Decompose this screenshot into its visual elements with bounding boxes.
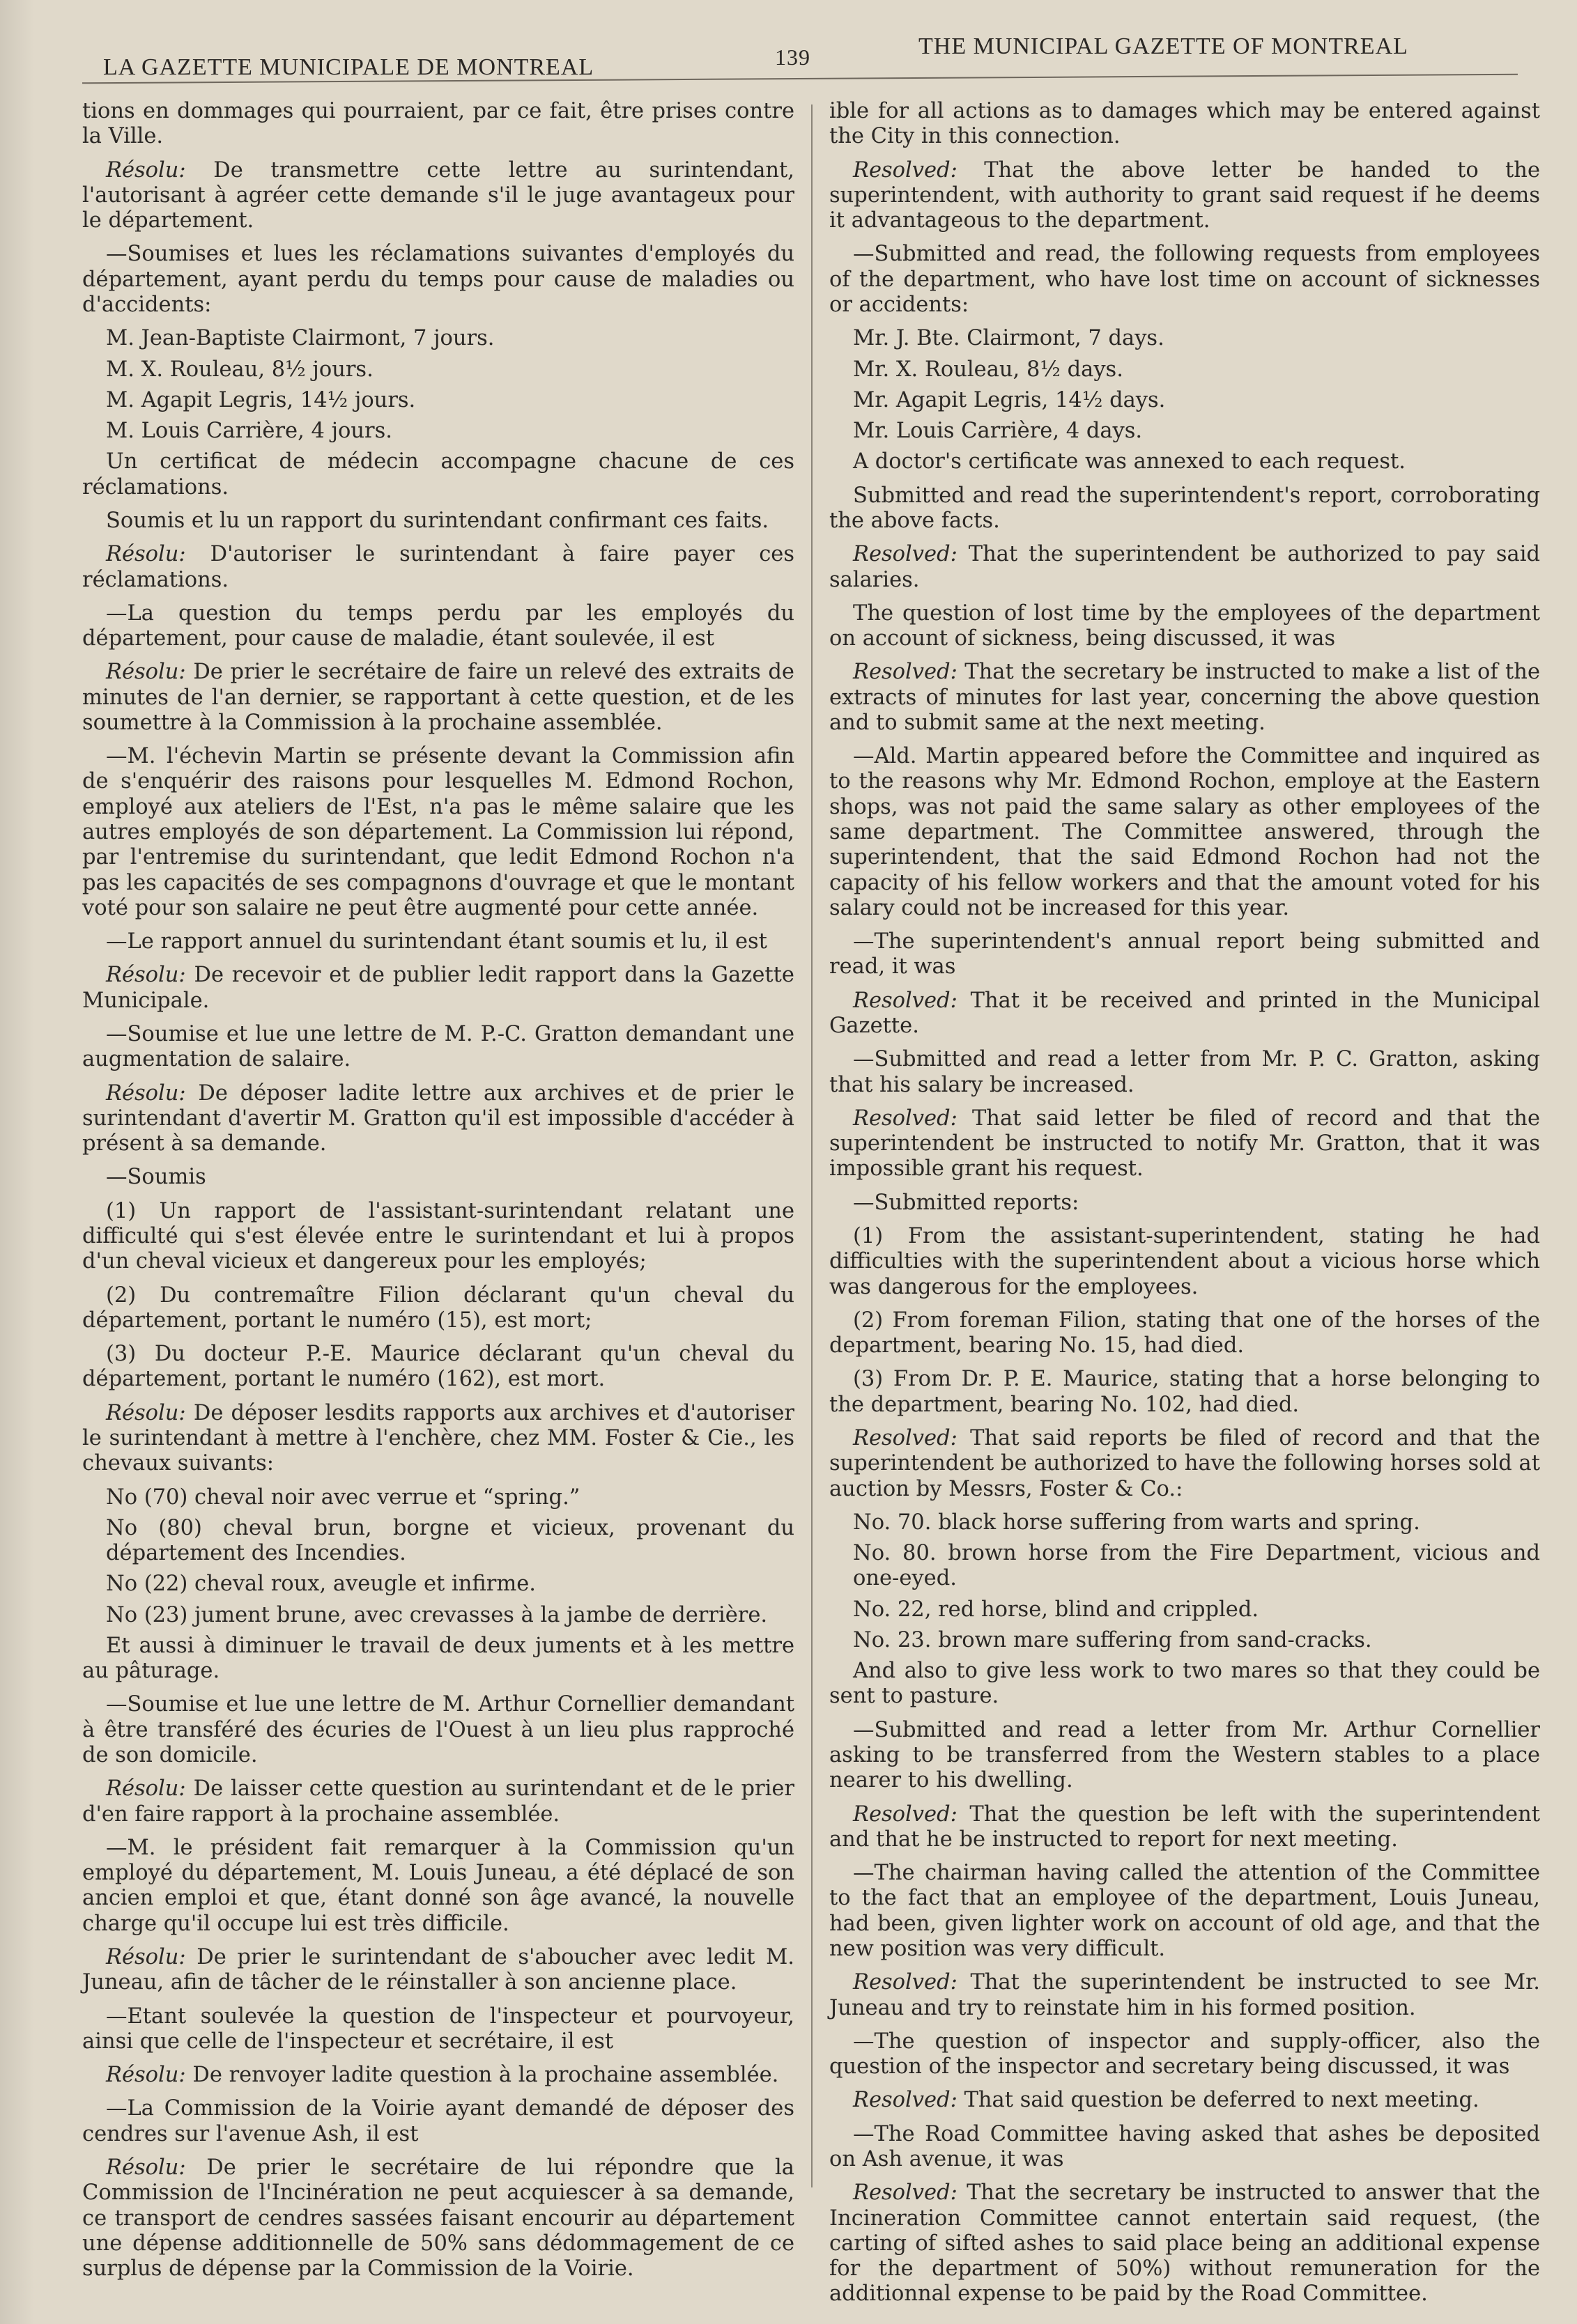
- paragraph: [829, 1802, 1540, 1853]
- paragraph-text: De déposer ladite lettre aux archives et de prier le surintendant d'avertir M. Gratton qu'il est impossible d'accéder à présent à sa demande.: [82, 1080, 794, 1156]
- paragraph: [829, 1970, 1540, 2021]
- paragraph: [82, 744, 794, 921]
- paragraph: [829, 1191, 1540, 1216]
- page-number: 139: [775, 45, 810, 70]
- paragraph: [829, 660, 1540, 736]
- paragraph: [82, 2004, 794, 2055]
- paragraph-text: M. Agapit Legris, 14½ jours.: [106, 387, 416, 412]
- paragraph: [82, 1516, 794, 1567]
- paragraph: [82, 1283, 794, 1334]
- resolution-label: Resolved:: [853, 1970, 957, 1995]
- paragraph: [82, 1022, 794, 1073]
- paragraph-text: De laisser cette question au surintendant et de le prier d'en faire rapport à la prochaine assemblée.: [82, 1776, 794, 1827]
- header-english-title: THE MUNICIPAL GAZETTE OF MONTREAL: [918, 33, 1408, 59]
- paragraph-text: De prier le surintendant de s'aboucher avec ledit M. Juneau, afin de tâcher de le réinstaller à son ancienne place.: [82, 1945, 794, 1995]
- paragraph-text: —The superintendent's annual report being submitted and read, it was: [829, 929, 1540, 979]
- paragraph: [829, 357, 1540, 382]
- paragraph: [829, 744, 1540, 921]
- resolution-label: Resolved:: [853, 542, 957, 567]
- paragraph-text: —Etant soulevée la question de l'inspecteur et pourvoyeur, ainsi que celle de l'inspecteur et secrétaire, il est: [82, 2004, 794, 2054]
- paragraph-text: —M. l'échevin Martin se présente devant la Commission afin de s'enquérir des raisons pour lesquelles M. Edmond Rochon, employé aux ateliers de l'Est, n'a pas le même salaire que les autres employés de son département. La Commission lui répond, par l'entremise du surintendant, que ledit Edmond Rochon n'a pas les capacités de ses compagnons d'ouvrage et que le montant voté pour son salaire ne peut être augmenté pour cette année.: [82, 744, 794, 920]
- paragraph: [829, 1861, 1540, 1962]
- paragraph: [829, 2088, 1540, 2113]
- header-french-title: LA GAZETTE MUNICIPALE DE MONTREAL: [103, 54, 594, 80]
- paragraph: [829, 2122, 1540, 2173]
- paragraph-text: That said letter be filed of record and that the superintendent be instructed to notify Mr. Gratton, that it was impossible grant his request.: [829, 1106, 1540, 1182]
- paragraph-text: A doctor's certificate was annexed to each request.: [853, 449, 1406, 474]
- paragraph: [829, 1106, 1540, 1182]
- paragraph: [82, 1692, 794, 1768]
- paragraph-text: No. 80. brown horse from the Fire Department, vicious and one-eyed.: [853, 1541, 1540, 1591]
- paragraph-text: Submitted and read the superintendent's report, corroborating the above facts.: [829, 483, 1540, 533]
- paragraph-text: (3) From Dr. P. E. Maurice, stating that a horse belonging to the department, bearing No. 102, had died.: [829, 1367, 1540, 1417]
- paragraph: [82, 158, 794, 234]
- paragraph-text: —Soumises et lues les réclamations suivantes d'employés du département, ayant perdu du temps pour cause de maladies ou d'accidents:: [82, 242, 794, 317]
- paragraph-text: Un certificat de médecin accompagne chacune de ces réclamations.: [82, 449, 794, 499]
- paragraph: [829, 1426, 1540, 1502]
- paragraph: [82, 601, 794, 652]
- paragraph: [829, 929, 1540, 980]
- paragraph: [82, 357, 794, 382]
- paragraph-text: —Submitted and read a letter from Mr. Arthur Cornellier asking to be transferred from the Western stables to a place nearer to his dwelling.: [829, 1717, 1540, 1793]
- paragraph-text: —Soumise et lue une lettre de M. Arthur Cornellier demandant à être transféré des écuries de l'Ouest à un lieu plus rapproché de son domicile.: [82, 1692, 794, 1768]
- resolution-label: Resolved:: [853, 2180, 957, 2206]
- paragraph: [82, 542, 794, 593]
- paragraph: [82, 1945, 794, 1996]
- paragraph: [829, 326, 1540, 351]
- paragraph-text: —Ald. Martin appeared before the Committee and inquired as to the reasons why Mr. Edmond Rochon, employe at the Eastern shops, was not paid the same salary as other employees of the same department. The Committee answered, through the superintendent, that the said Edmond Rochon had not the capacity of his fellow workers and that the amount voted for his salary could not be increased for this year.: [829, 744, 1540, 920]
- paragraph-text: De prier le secrétaire de faire un relevé des extraits de minutes de l'an dernier, se rapportant à cette question, et de les soumettre à la Commission à la prochaine assemblée.: [82, 660, 794, 735]
- paragraph-text: No (23) jument brune, avec crevasses à la jambe de derrière.: [106, 1602, 768, 1627]
- paragraph: [829, 388, 1540, 413]
- resolution-label: Résolu:: [106, 1080, 186, 1106]
- resolution-label: Résolu:: [106, 1945, 186, 1969]
- resolution-label: Resolved:: [853, 1106, 957, 1131]
- paragraph-text: —The chairman having called the attention of the Committee to the fact that an employee of the department, Louis Juneau, had been, given lighter work on account of old age, and that the new position was very difficult.: [829, 1861, 1540, 1961]
- paragraph-text: That said question be deferred to next meeting.: [957, 2088, 1479, 2113]
- paragraph-text: (3) Du docteur P.-E. Maurice déclarant qu'un cheval du département, portant le numéro (162), est mort.: [82, 1342, 794, 1392]
- paragraph: [829, 601, 1540, 652]
- resolution-label: Resolved:: [853, 1802, 957, 1827]
- paragraph-text: —La question du temps perdu par les employés du département, pour cause de maladie, étant soulevée, il est: [82, 601, 794, 651]
- paragraph-text: —The Road Committee having asked that ashes be deposited on Ash avenue, it was: [829, 2121, 1540, 2171]
- paragraph-text: Soumis et lu un rapport du surintendant confirmant ces faits.: [106, 508, 769, 533]
- paragraph-text: Mr. Louis Carrière, 4 days.: [853, 419, 1143, 444]
- column-divider: [811, 104, 813, 2187]
- paragraph-text: tions en dommages qui pourraient, par ce fait, être prises contre la Ville.: [82, 99, 794, 149]
- resolution-label: Résolu:: [106, 1400, 186, 1425]
- resolution-label: Résolu:: [106, 157, 186, 183]
- paragraph-text: M. Jean-Baptiste Clairmont, 7 jours.: [106, 326, 495, 351]
- paragraph: [829, 2180, 1540, 2307]
- paragraph-text: That the question be left with the superintendent and that he be instructed to report for next meeting.: [829, 1802, 1540, 1852]
- paragraph-text: (1) From the assistant-superintendent, stating he had difficulties with the superintendent about a vicious horse which was dangerous for the employees.: [829, 1223, 1540, 1299]
- paragraph-text: That the secretary be instructed to answer that the Incineration Committee cannot entertain said request, (the carting of sifted ashes to said place being an additional expense for the department of 50%) without remuneration for the additionnal expense to be paid by the Road Committee.: [829, 2180, 1540, 2307]
- english-column: [829, 99, 1540, 2316]
- paragraph: [829, 989, 1540, 1039]
- paragraph-text: No (80) cheval brun, borgne et vicieux, provenant du département des Incendies.: [106, 1515, 794, 1566]
- paragraph-text: The question of lost time by the employees of the department on account of sickness, being discussed, it was: [829, 601, 1540, 651]
- resolution-label: Résolu:: [106, 2063, 186, 2088]
- paragraph: [82, 1836, 794, 1937]
- paragraph: [829, 1541, 1540, 1592]
- paragraph: [82, 388, 794, 413]
- paragraph: [829, 1308, 1540, 1359]
- paragraph: [829, 419, 1540, 444]
- paragraph-text: (2) Du contremaître Filion déclarant qu'un cheval du département, portant le numéro (15), est mort;: [82, 1283, 794, 1333]
- resolution-label: Résolu:: [106, 2155, 186, 2180]
- paragraph-text: (1) Un rapport de l'assistant-surintendant relatant une difficulté qui s'est élevée entre le surintendant et lui à propos d'un cheval vicieux et dangereux pour les employés;: [82, 1198, 794, 1274]
- paragraph: [829, 1224, 1540, 1300]
- paragraph-text: That it be received and printed in the Municipal Gazette.: [829, 988, 1540, 1038]
- paragraph-text: —Le rapport annuel du surintendant étant soumis et lu, il est: [106, 929, 767, 954]
- paragraph: [82, 242, 794, 318]
- scan-edge-shadow: [0, 0, 35, 2324]
- paragraph-text: No. 70. black horse suffering from warts and spring.: [853, 1510, 1420, 1535]
- paragraph: [829, 1659, 1540, 1710]
- paragraph: [82, 1572, 794, 1597]
- paragraph: [829, 99, 1540, 150]
- paragraph: [82, 660, 794, 736]
- paragraph-text: No (22) cheval roux, aveugle et infirme.: [106, 1572, 536, 1597]
- paragraph-text: —Soumis: [106, 1165, 206, 1190]
- paragraph-text: That said reports be filed of record and that the superintendent be authorized to have the following horses sold at auction by Messrs, Foster & Co.:: [829, 1425, 1540, 1501]
- paragraph: [82, 1165, 794, 1190]
- resolution-label: Résolu:: [106, 660, 186, 685]
- paragraph: [82, 449, 794, 500]
- paragraph: [829, 1628, 1540, 1653]
- paragraph: [829, 1367, 1540, 1418]
- paragraph: [829, 1510, 1540, 1535]
- paragraph: [82, 419, 794, 444]
- paragraph: [829, 1718, 1540, 1794]
- paragraph: [82, 1776, 794, 1827]
- paragraph: [82, 99, 794, 150]
- paragraph: [82, 1634, 794, 1684]
- paragraph-text: —The question of inspector and supply-officer, also the question of the inspector and secretary being discussed, it was: [829, 2029, 1540, 2079]
- paragraph-text: M. X. Rouleau, 8½ jours.: [106, 357, 374, 382]
- paragraph-text: That the superintendent be instructed to see Mr. Juneau and try to reinstate him in his formed position.: [829, 1970, 1540, 2020]
- paragraph: [829, 1597, 1540, 1622]
- paragraph: [82, 929, 794, 954]
- resolution-label: Resolved:: [853, 988, 957, 1013]
- paragraph: [829, 542, 1540, 593]
- resolution-label: Resolved:: [853, 157, 957, 183]
- paragraph-text: Mr. X. Rouleau, 8½ days.: [853, 357, 1123, 382]
- paragraph: [82, 1401, 794, 1477]
- paragraph-text: And also to give less work to two mares so that they could be sent to pasture.: [829, 1659, 1540, 1709]
- resolution-label: Resolved:: [853, 660, 957, 685]
- paragraph: [829, 2029, 1540, 2080]
- paragraph-text: D'autoriser le surintendant à faire payer ces réclamations.: [82, 542, 794, 592]
- paragraph-text: —La Commission de la Voirie ayant demandé de déposer des cendres sur l'avenue Ash, il est: [82, 2096, 794, 2146]
- paragraph: [82, 1603, 794, 1628]
- paragraph: [829, 483, 1540, 534]
- paragraph-text: —Submitted reports:: [853, 1190, 1079, 1215]
- paragraph-text: De prier le secrétaire de lui répondre que la Commission de l'Incinération ne peut acquiescer à sa demande, ce transport de cendres sassées faisant encourir au département une dépense additionnelle de 50% sans dédommagement de ce surplus de dépense par la Commission de la Voirie.: [82, 2155, 794, 2282]
- paragraph: [829, 242, 1540, 318]
- paragraph: [82, 509, 794, 534]
- resolution-label: Résolu:: [106, 963, 186, 988]
- resolution-label: Resolved:: [853, 1425, 957, 1450]
- paragraph-text: Mr. Agapit Legris, 14½ days.: [853, 387, 1166, 412]
- paragraph-text: That the superintendent be authorized to pay said salaries.: [829, 542, 1540, 592]
- paragraph-text: M. Louis Carrière, 4 jours.: [106, 419, 392, 444]
- paragraph-text: De renvoyer ladite question à la prochaine assemblée.: [185, 2063, 779, 2088]
- paragraph: [829, 158, 1540, 234]
- paragraph: [82, 2096, 794, 2147]
- paragraph-text: De recevoir et de publier ledit rapport dans la Gazette Municipale.: [82, 963, 794, 1013]
- paragraph: [829, 1047, 1540, 1098]
- paragraph: [82, 1342, 794, 1393]
- resolution-label: Résolu:: [106, 542, 186, 567]
- paragraph-text: No. 22, red horse, blind and crippled.: [853, 1597, 1259, 1622]
- paragraph-text: —Submitted and read a letter from Mr. P. C. Gratton, asking that his salary be increased.: [829, 1047, 1540, 1097]
- paragraph: [82, 2155, 794, 2282]
- paragraph: [82, 1199, 794, 1275]
- resolution-label: Résolu:: [106, 1776, 186, 1802]
- paragraph: [82, 2063, 794, 2088]
- paragraph-text: No (70) cheval noir avec verrue et “spring.”: [106, 1485, 580, 1510]
- paragraph: [82, 1081, 794, 1157]
- paragraph-text: (2) From foreman Filion, stating that one of the horses of the department, bearing No. 15, had died.: [829, 1308, 1540, 1358]
- paragraph-text: Et aussi à diminuer le travail de deux juments et à les mettre au pâturage.: [82, 1633, 794, 1684]
- french-column: [82, 99, 794, 2290]
- paragraph: [82, 1485, 794, 1510]
- paragraph-text: No. 23. brown mare suffering from sand-cracks.: [853, 1627, 1372, 1652]
- paragraph-text: —Soumise et lue une lettre de M. P.-C. Gratton demandant une augmentation de salaire.: [82, 1022, 794, 1072]
- paragraph-text: ible for all actions as to damages which may be entered against the City in this connection.: [829, 99, 1540, 149]
- resolution-label: Resolved:: [853, 2088, 957, 2113]
- paragraph: [829, 449, 1540, 474]
- paragraph-text: —M. le président fait remarquer à la Commission qu'un employé du département, M. Louis Juneau, a été déplacé de son ancien emploi et que, étant donné son âge avancé, la nouvelle charge qu'il occupe lui est très difficile.: [82, 1835, 794, 1936]
- paragraph-text: Mr. J. Bte. Clairmont, 7 days.: [853, 326, 1164, 351]
- paragraph-text: De déposer lesdits rapports aux archives et d'autoriser le surintendant à mettre à l'enchère, chez MM. Foster & Cie., les chevaux suivants:: [82, 1400, 794, 1476]
- paragraph-text: De transmettre cette lettre au surintendant, l'autorisant à agréer cette demande s'il le juge avantageux pour le département.: [82, 157, 794, 233]
- paragraph-text: That the above letter be handed to the superintendent, with authority to grant said request if he deems it advantageous to the department.: [829, 157, 1540, 233]
- paragraph-text: That the secretary be instructed to make a list of the extracts of minutes for last year, concerning the above question and to submit same at the next meeting.: [829, 660, 1540, 735]
- paragraph: [82, 326, 794, 351]
- paragraph: [82, 963, 794, 1014]
- paragraph-text: —Submitted and read, the following requests from employees of the department, who have lost time on account of sicknesses or accidents:: [829, 242, 1540, 317]
